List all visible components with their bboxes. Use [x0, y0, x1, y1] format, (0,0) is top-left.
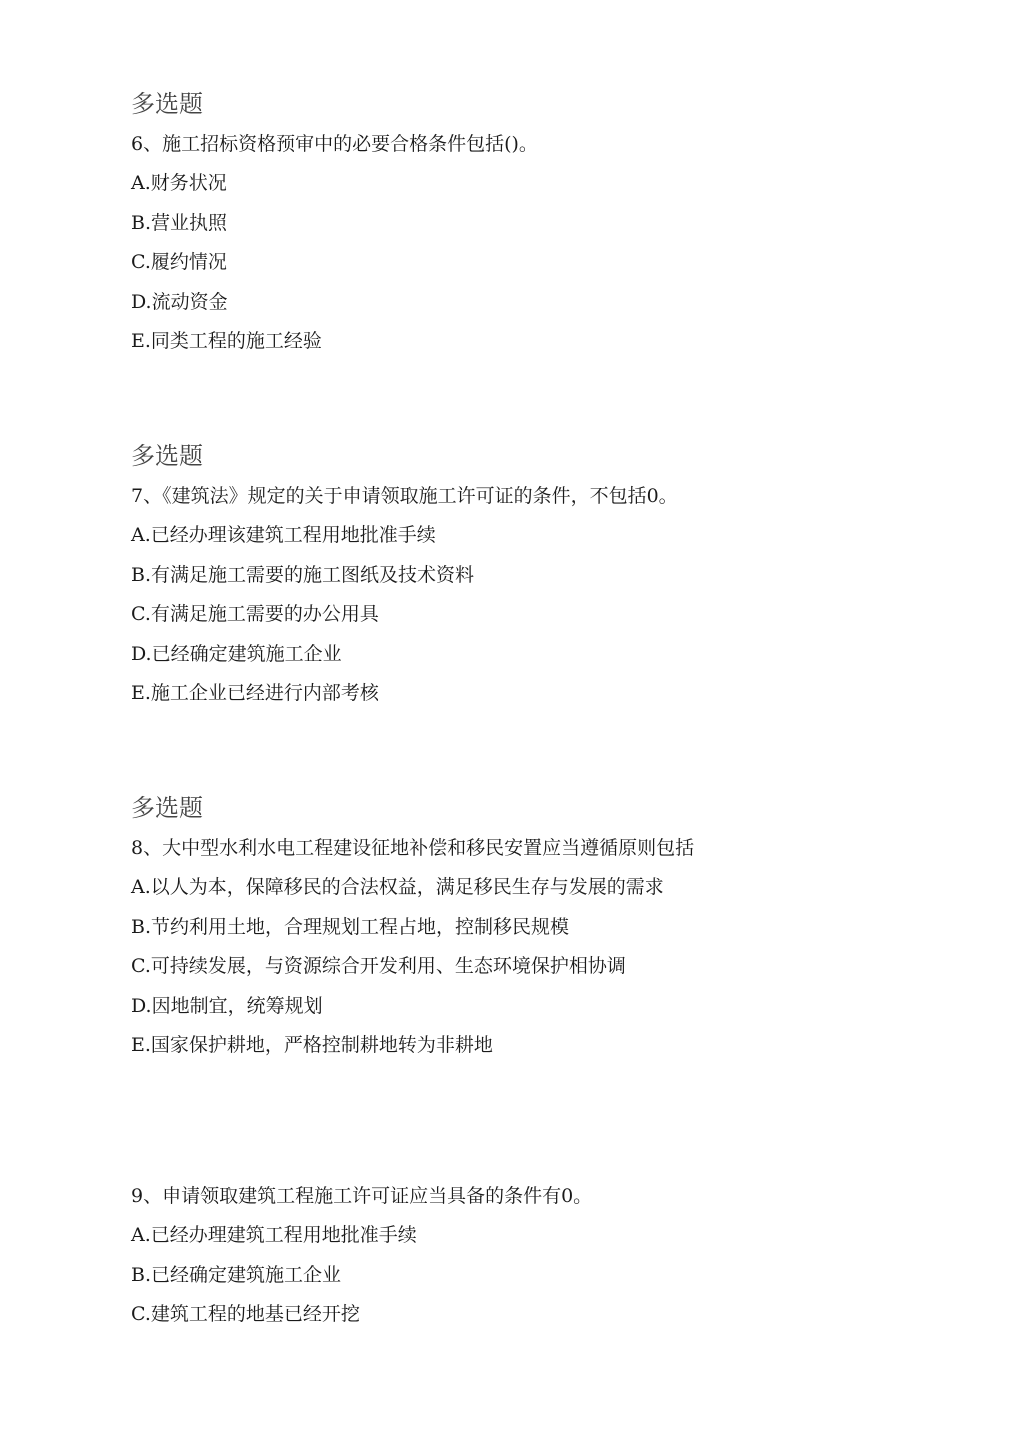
- option-d: D.因地制宜，统筹规划: [131, 994, 323, 1017]
- option-b: B.已经确定建筑施工企业: [131, 1263, 342, 1286]
- question-type-heading: 多选题: [131, 794, 203, 822]
- question-9: [131, 1183, 592, 1341]
- question-stem: 9、申请领取建筑工程施工许可证应当具备的条件有0。: [131, 1185, 593, 1207]
- question-stem: 8、大中型水利水电工程建设征地补偿和移民安置应当遵循原则包括: [131, 837, 695, 859]
- option-b: B.节约利用土地，合理规划工程占地，控制移民规模: [131, 915, 570, 938]
- question-stem: 7、《建筑法》规定的关于申请领取施工许可证的条件，不包括0。: [131, 485, 678, 507]
- option-e: E.施工企业已经进行内部考核: [131, 681, 379, 704]
- option-c: C.履约情况: [131, 251, 227, 274]
- question-8: [131, 793, 694, 1071]
- option-b: B.有满足施工需要的施工图纸及技术资料: [131, 563, 475, 586]
- option-d: D.已经确定建筑施工企业: [131, 642, 342, 665]
- option-d: D.流动资金: [131, 290, 228, 313]
- question-type-heading: 多选题: [131, 442, 203, 470]
- option-e: E.国家保护耕地，严格控制耕地转为非耕地: [131, 1033, 493, 1056]
- option-a: A.已经办理建筑工程用地批准手续: [131, 1224, 417, 1247]
- question-6: [131, 89, 538, 367]
- question-7: [131, 441, 678, 719]
- option-a: A.财务状况: [131, 172, 227, 195]
- option-a: A.以人为本，保障移民的合法权益，满足移民生存与发展的需求: [131, 876, 664, 899]
- option-c: C.建筑工程的地基已经开挖: [131, 1303, 360, 1326]
- question-stem: 6、施工招标资格预审中的必要合格条件包括()。: [131, 133, 538, 155]
- option-b: B.营业执照: [131, 211, 228, 234]
- question-type-heading: 多选题: [131, 90, 203, 118]
- option-e: E.同类工程的施工经验: [131, 329, 322, 352]
- option-c: C.有满足施工需要的办公用具: [131, 603, 379, 626]
- option-c: C.可持续发展，与资源综合开发利用、生态环境保护相协调: [131, 955, 626, 978]
- option-a: A.已经办理该建筑工程用地批准手续: [131, 524, 436, 547]
